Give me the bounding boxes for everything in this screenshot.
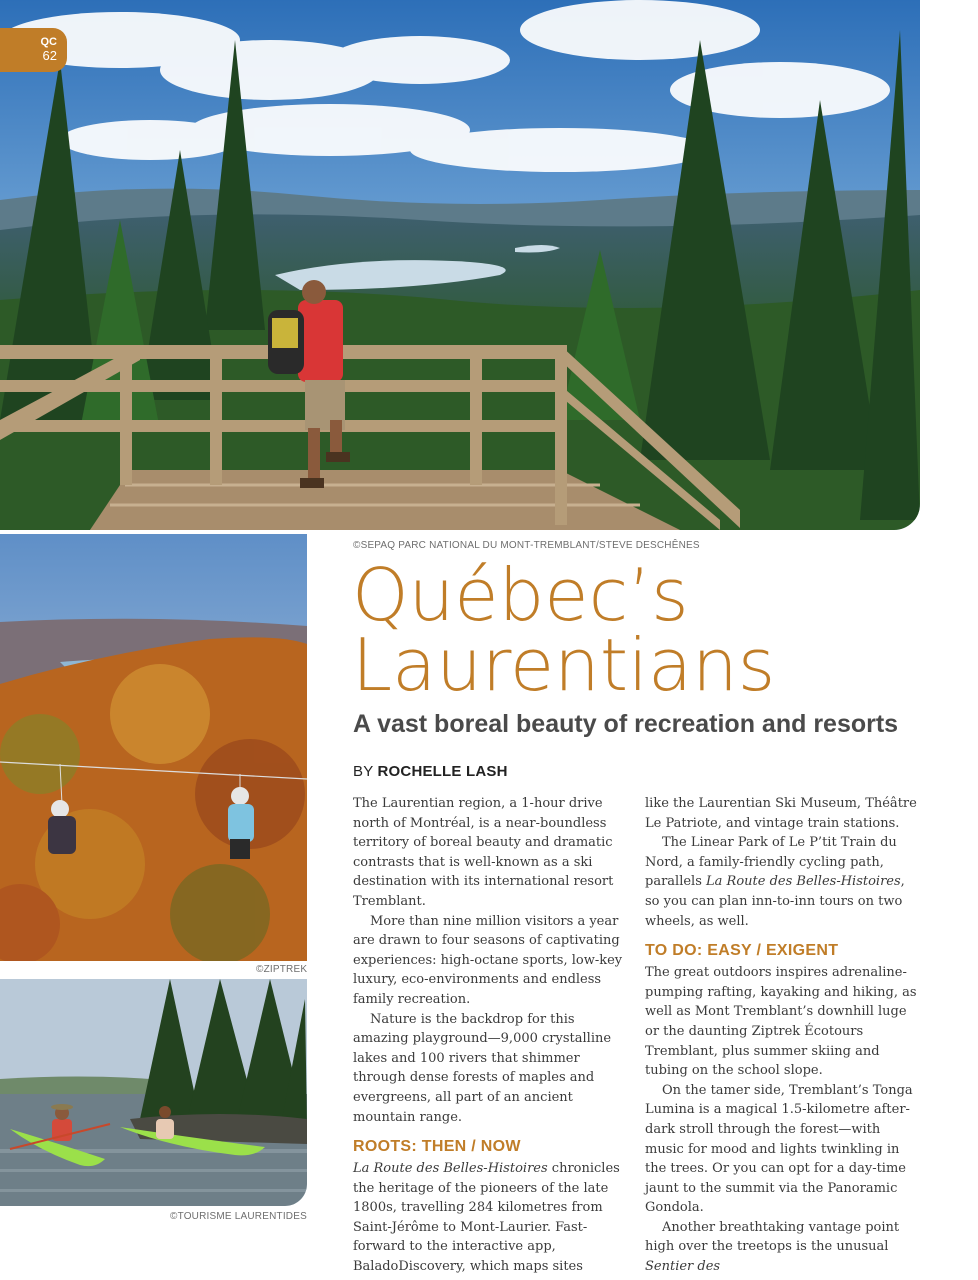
zipline-photo bbox=[0, 534, 307, 961]
kayak-photo-credit: ©TOURISME LAURENTIDES bbox=[170, 1211, 307, 1222]
title-line-2: Laurentians bbox=[352, 623, 776, 707]
paragraph: like the Laurentian Ski Museum, Théâtre Le Patriote, and vintage train stations. bbox=[645, 796, 917, 831]
paragraph-text: chronicles the heritage of the pioneers of the late 1800s, travelling 284 kilometres from Saint-Jérôme to Mont-Laurier. Fast-forward to the interactive app, BaladoDiscovery, which maps sites bbox=[353, 1161, 620, 1275]
zipline-photo-credit: ©ZIPTREK bbox=[256, 964, 308, 975]
italic-route-name: La Route des Belles-Histoires bbox=[706, 874, 901, 890]
byline-prefix: BY bbox=[353, 763, 378, 780]
paragraph bbox=[353, 1159, 631, 1277]
hero-photo-credit: ©SEPAQ PARC NATIONAL DU MONT-TREMBLANT/STEVE DESCHÊNES bbox=[353, 540, 700, 551]
paragraph bbox=[645, 1218, 923, 1277]
paragraph-text: , so you can plan inn-to-inn tours on two wheels, as well. bbox=[645, 874, 905, 929]
hero-photo bbox=[0, 0, 920, 530]
article-subtitle: A vast boreal beauty of recreation and resorts bbox=[353, 710, 899, 738]
article-title bbox=[352, 553, 776, 707]
paragraph: The great outdoors inspires adrenaline-pumping rafting, kayaking and hiking, as well as Mont Tremblant’s downhill luge or the daunting Ziptrek Écotours Tremblant, plus summer skiing and tubing on the school slope. bbox=[645, 965, 917, 1079]
paragraph-text: The Linear Park of Le P’tit Train du Nord, a family-friendly cycling path, parallels bbox=[645, 835, 897, 890]
page-number: 62 bbox=[42, 48, 57, 63]
section-heading-roots: ROOTS: THEN / NOW bbox=[353, 1138, 521, 1156]
region-code: QC bbox=[40, 36, 57, 48]
article-column-2 bbox=[645, 794, 923, 1277]
italic-trail-name: Sentier des bbox=[645, 1259, 721, 1275]
paragraph: The Laurentian region, a 1-hour drive north of Montréal, is a near-boundless territory of boreal beauty and dramatic contrasts that is well-known as a ski destination with its international resort Tremblant. bbox=[353, 796, 614, 909]
author-name: ROCHELLE LASH bbox=[377, 763, 508, 780]
paragraph-text: Another breathtaking vantage point high over the treetops is the unusual bbox=[645, 1219, 900, 1255]
page-tab bbox=[0, 28, 67, 72]
kayakers-lake-illustration bbox=[0, 979, 307, 1206]
byline bbox=[353, 763, 508, 780]
paragraph: More than nine million visitors a year are drawn to four seasons of captivating experiences: high-octane sports, low-key luxury, eco-environments and endless family recreation. bbox=[353, 913, 623, 1007]
lookout-landscape-illustration bbox=[0, 0, 920, 530]
zipline-autumn-illustration bbox=[0, 534, 307, 961]
title-line-1: Québec’s bbox=[352, 553, 689, 637]
paragraph bbox=[645, 833, 923, 931]
article-column-1 bbox=[353, 794, 631, 1277]
paragraph: Nature is the backdrop for this amazing playground—9,000 crystalline lakes and 100 rivers that shimmer through dense forests of maples and evergreens, all part of an ancient mountain range. bbox=[353, 1011, 612, 1125]
paragraph: On the tamer side, Tremblant’s Tonga Lumina is a magical 1.5-kilometre after-dark stroll through the forest—with music for mood and lights twinkling in the trees. Or you can opt for a day-time jaunt to the summit via the Panoramic Gondola. bbox=[645, 1082, 913, 1216]
italic-route-name: La Route des Belles-Histoires bbox=[353, 1161, 548, 1177]
section-heading-to-do: TO DO: EASY / EXIGENT bbox=[645, 942, 839, 960]
kayak-photo bbox=[0, 979, 307, 1206]
